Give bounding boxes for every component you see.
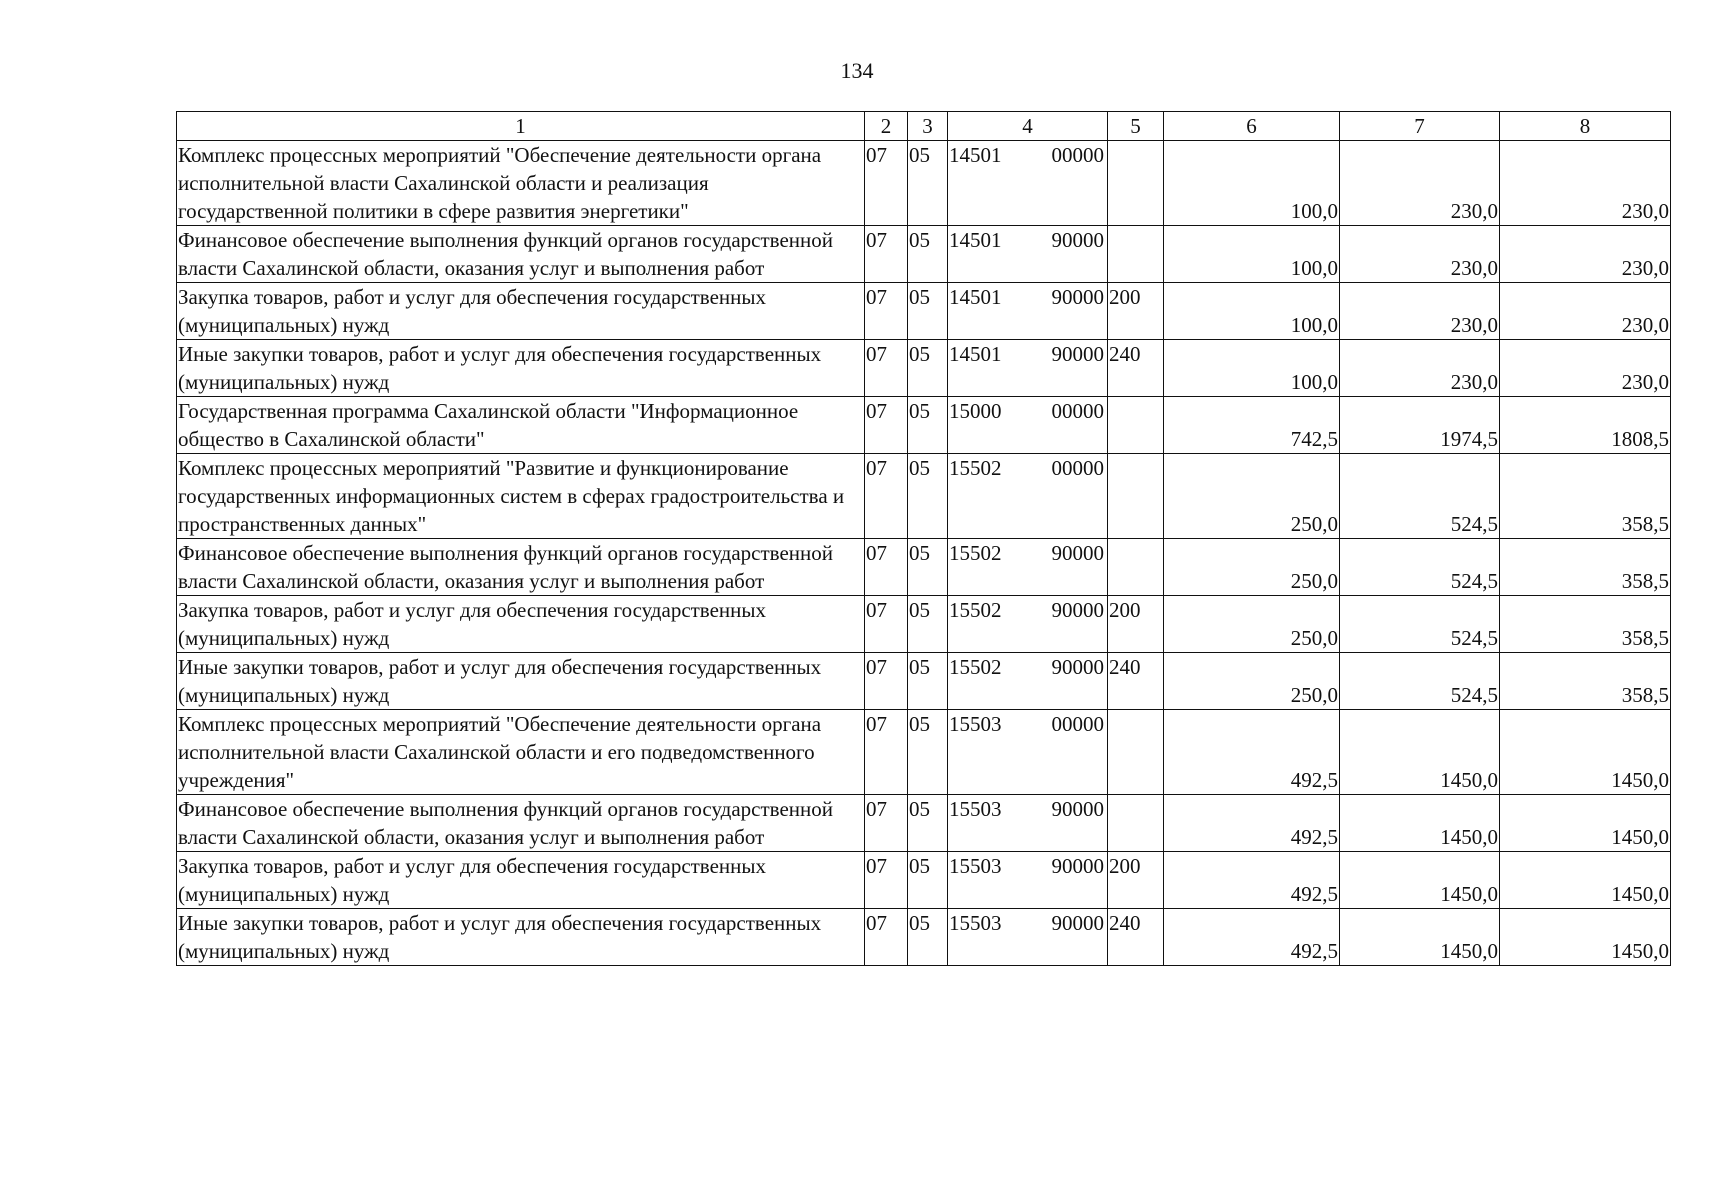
- expense-type-code: 200: [1108, 852, 1164, 909]
- amount-column-6: 492,5: [1164, 795, 1340, 852]
- table-row: [177, 141, 1671, 226]
- row-description: Комплекс процессных мероприятий "Обеспечение деятельности органа исполнительной власти Сахалинской области и реализация государственной политики в сфере развития энергетики": [177, 141, 865, 226]
- target-article-code: [948, 340, 1108, 397]
- program-code: 15502: [949, 541, 1002, 565]
- table-row: [177, 909, 1671, 966]
- subsection-code: 05: [908, 141, 948, 226]
- amount-column-8: 1450,0: [1500, 795, 1671, 852]
- amount-column-6: 100,0: [1164, 340, 1340, 397]
- section-code: 07: [865, 397, 908, 454]
- subsection-code: 05: [908, 539, 948, 596]
- subsection-code: 05: [908, 226, 948, 283]
- page-number: 134: [840, 58, 874, 83]
- amount-column-7: 230,0: [1340, 340, 1500, 397]
- amount-column-8: 230,0: [1500, 283, 1671, 340]
- section-code: 07: [865, 226, 908, 283]
- amount-column-6: 100,0: [1164, 141, 1340, 226]
- program-code: 15502: [949, 598, 1002, 622]
- direction-code: 90000: [1051, 541, 1104, 565]
- direction-code: 90000: [1051, 228, 1104, 252]
- target-article-code: [948, 852, 1108, 909]
- amount-column-8: 358,5: [1500, 539, 1671, 596]
- target-article-code: [948, 454, 1108, 539]
- expense-type-code: 200: [1108, 283, 1164, 340]
- amount-column-6: 250,0: [1164, 596, 1340, 653]
- section-code: 07: [865, 795, 908, 852]
- section-code: 07: [865, 653, 908, 710]
- subsection-code: 05: [908, 795, 948, 852]
- row-description: Иные закупки товаров, работ и услуг для обеспечения государственных (муниципальных) нужд: [177, 340, 865, 397]
- amount-column-7: 524,5: [1340, 454, 1500, 539]
- amount-column-8: 1450,0: [1500, 909, 1671, 966]
- amount-column-8: 230,0: [1500, 340, 1671, 397]
- amount-column-7: 1450,0: [1340, 909, 1500, 966]
- amount-column-6: 492,5: [1164, 852, 1340, 909]
- target-article-code: [948, 539, 1108, 596]
- section-code: 07: [865, 909, 908, 966]
- column-header-7: 7: [1340, 112, 1500, 141]
- expense-type-code: 240: [1108, 653, 1164, 710]
- amount-column-8: 230,0: [1500, 141, 1671, 226]
- target-article-code: [948, 795, 1108, 852]
- expense-type-code: [1108, 454, 1164, 539]
- row-description: Финансовое обеспечение выполнения функций органов государственной власти Сахалинской области, оказания услуг и выполнения работ: [177, 539, 865, 596]
- header-row: [177, 112, 1671, 141]
- column-header-1: 1: [177, 112, 865, 141]
- amount-column-6: 250,0: [1164, 539, 1340, 596]
- direction-code: 00000: [1051, 399, 1104, 423]
- subsection-code: 05: [908, 283, 948, 340]
- subsection-code: 05: [908, 397, 948, 454]
- section-code: 07: [865, 141, 908, 226]
- row-description: Иные закупки товаров, работ и услуг для обеспечения государственных (муниципальных) нужд: [177, 653, 865, 710]
- section-code: 07: [865, 710, 908, 795]
- column-header-8: 8: [1500, 112, 1671, 141]
- column-header-4: 4: [948, 112, 1108, 141]
- expense-type-code: 240: [1108, 340, 1164, 397]
- amount-column-6: 492,5: [1164, 710, 1340, 795]
- expense-type-code: [1108, 539, 1164, 596]
- amount-column-7: 230,0: [1340, 226, 1500, 283]
- target-article-code: [948, 397, 1108, 454]
- amount-column-7: 524,5: [1340, 596, 1500, 653]
- section-code: 07: [865, 283, 908, 340]
- table-row: [177, 226, 1671, 283]
- amount-column-7: 1450,0: [1340, 795, 1500, 852]
- amount-column-7: 1450,0: [1340, 852, 1500, 909]
- subsection-code: 05: [908, 710, 948, 795]
- amount-column-8: 1450,0: [1500, 852, 1671, 909]
- amount-column-8: 358,5: [1500, 596, 1671, 653]
- expense-type-code: [1108, 795, 1164, 852]
- expense-type-code: [1108, 226, 1164, 283]
- program-code: 14501: [949, 143, 1002, 167]
- target-article-code: [948, 141, 1108, 226]
- row-description: Закупка товаров, работ и услуг для обеспечения государственных (муниципальных) нужд: [177, 283, 865, 340]
- direction-code: 90000: [1051, 911, 1104, 935]
- row-description: Финансовое обеспечение выполнения функций органов государственной власти Сахалинской области, оказания услуг и выполнения работ: [177, 795, 865, 852]
- target-article-code: [948, 909, 1108, 966]
- column-header-3: 3: [908, 112, 948, 141]
- row-description: Иные закупки товаров, работ и услуг для обеспечения государственных (муниципальных) нужд: [177, 909, 865, 966]
- subsection-code: 05: [908, 340, 948, 397]
- row-description: Государственная программа Сахалинской области "Информационное общество в Сахалинской области": [177, 397, 865, 454]
- amount-column-8: 1450,0: [1500, 710, 1671, 795]
- target-article-code: [948, 226, 1108, 283]
- subsection-code: 05: [908, 852, 948, 909]
- row-description: Закупка товаров, работ и услуг для обеспечения государственных (муниципальных) нужд: [177, 596, 865, 653]
- program-code: 15502: [949, 456, 1002, 480]
- column-header-6: 6: [1164, 112, 1340, 141]
- column-header-2: 2: [865, 112, 908, 141]
- amount-column-6: 100,0: [1164, 226, 1340, 283]
- program-code: 15503: [949, 712, 1002, 736]
- program-code: 15503: [949, 797, 1002, 821]
- amount-column-6: 492,5: [1164, 909, 1340, 966]
- program-code: 14501: [949, 285, 1002, 309]
- direction-code: 90000: [1051, 598, 1104, 622]
- expense-type-code: [1108, 710, 1164, 795]
- table-row: [177, 596, 1671, 653]
- target-article-code: [948, 653, 1108, 710]
- table-body: [177, 141, 1671, 966]
- direction-code: 90000: [1051, 655, 1104, 679]
- section-code: 07: [865, 539, 908, 596]
- amount-column-7: 230,0: [1340, 283, 1500, 340]
- section-code: 07: [865, 454, 908, 539]
- table-row: [177, 795, 1671, 852]
- amount-column-6: 250,0: [1164, 454, 1340, 539]
- direction-code: 90000: [1051, 854, 1104, 878]
- program-code: 15000: [949, 399, 1002, 423]
- table-row: [177, 852, 1671, 909]
- table-row: [177, 283, 1671, 340]
- target-article-code: [948, 596, 1108, 653]
- direction-code: 90000: [1051, 285, 1104, 309]
- amount-column-6: 250,0: [1164, 653, 1340, 710]
- subsection-code: 05: [908, 909, 948, 966]
- row-description: Закупка товаров, работ и услуг для обеспечения государственных (муниципальных) нужд: [177, 852, 865, 909]
- table-row: [177, 397, 1671, 454]
- table-row: [177, 454, 1671, 539]
- amount-column-7: 1450,0: [1340, 710, 1500, 795]
- section-code: 07: [865, 340, 908, 397]
- direction-code: 90000: [1051, 342, 1104, 366]
- target-article-code: [948, 283, 1108, 340]
- table-row: [177, 340, 1671, 397]
- amount-column-6: 742,5: [1164, 397, 1340, 454]
- table-row: [177, 539, 1671, 596]
- row-description: Комплекс процессных мероприятий "Обеспечение деятельности органа исполнительной власти Сахалинской области и его подведомственного учреждения": [177, 710, 865, 795]
- subsection-code: 05: [908, 653, 948, 710]
- amount-column-8: 1808,5: [1500, 397, 1671, 454]
- direction-code: 00000: [1051, 456, 1104, 480]
- direction-code: 00000: [1051, 712, 1104, 736]
- subsection-code: 05: [908, 454, 948, 539]
- amount-column-7: 524,5: [1340, 653, 1500, 710]
- program-code: 15502: [949, 655, 1002, 679]
- target-article-code: [948, 710, 1108, 795]
- direction-code: 00000: [1051, 143, 1104, 167]
- column-header-5: 5: [1108, 112, 1164, 141]
- table-row: [177, 710, 1671, 795]
- section-code: 07: [865, 852, 908, 909]
- amount-column-7: 524,5: [1340, 539, 1500, 596]
- program-code: 15503: [949, 854, 1002, 878]
- amount-column-8: 358,5: [1500, 653, 1671, 710]
- amount-column-6: 100,0: [1164, 283, 1340, 340]
- amount-column-7: 1974,5: [1340, 397, 1500, 454]
- program-code: 15503: [949, 911, 1002, 935]
- program-code: 14501: [949, 342, 1002, 366]
- expense-type-code: [1108, 141, 1164, 226]
- amount-column-8: 230,0: [1500, 226, 1671, 283]
- expense-type-code: 200: [1108, 596, 1164, 653]
- budget-table: [176, 111, 1671, 966]
- direction-code: 90000: [1051, 797, 1104, 821]
- row-description: Комплекс процессных мероприятий "Развитие и функционирование государственных информационных систем в сферах градостроительства и пространственных данных": [177, 454, 865, 539]
- expense-type-code: 240: [1108, 909, 1164, 966]
- section-code: 07: [865, 596, 908, 653]
- table-row: [177, 653, 1671, 710]
- amount-column-7: 230,0: [1340, 141, 1500, 226]
- program-code: 14501: [949, 228, 1002, 252]
- amount-column-8: 358,5: [1500, 454, 1671, 539]
- row-description: Финансовое обеспечение выполнения функций органов государственной власти Сахалинской области, оказания услуг и выполнения работ: [177, 226, 865, 283]
- subsection-code: 05: [908, 596, 948, 653]
- expense-type-code: [1108, 397, 1164, 454]
